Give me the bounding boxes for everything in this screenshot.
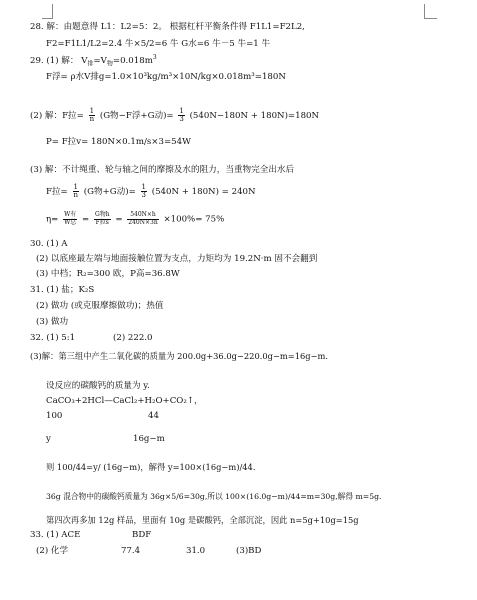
q29-p2-text: (2) 解：F拉=	[30, 111, 84, 121]
page-corner-mark-left	[42, 4, 53, 19]
fraction: $\frac{\text{G物h}}{\text{F拉s}}$	[94, 211, 110, 226]
q32-equation-line: CaCO₃+2HCl—CaCl₂+H₂O+CO₂↑，	[46, 396, 203, 406]
q32-ratio-right-2: 16g−m	[133, 434, 165, 444]
q31-line-1: 31. (1) 盐；K₂S	[30, 285, 95, 295]
q32-solve-line: 则 100/44=y/ (16g−m)，解得 y=100×(16g−m)/44.	[46, 462, 256, 472]
q32-ratio-left: 100	[46, 411, 63, 421]
q33-value-1: 77.4	[121, 546, 141, 556]
fraction: $\frac{1}{3}$	[179, 107, 184, 123]
q33-part1b: BDF	[132, 530, 152, 540]
q32-part2: (2) 222.0	[113, 333, 153, 343]
q31-line-3: (3) 做功	[36, 317, 69, 327]
q29-text: 29. (1) 解： V	[30, 56, 88, 66]
q29-buoyancy-line: F浮= ρ水V排g=1.0×10³kg/m³×10N/kg×0.018m³=180N	[46, 72, 286, 82]
q30-line-2: (2) 以底座最左端与地面接触位置为支点，力矩均为 19.2N·m 固不会翻到	[36, 254, 318, 264]
fraction: $\frac{1}{n}$	[89, 107, 95, 123]
fraction: $\frac{\text{W有}}{\text{W总}}$	[64, 211, 77, 226]
q33-value-2: 31.0	[186, 546, 206, 556]
q30-line-3: (3) 中档；R₂=300 欧，P高=36.8W	[36, 269, 180, 279]
fraction: $\frac{1}{n}$	[73, 183, 79, 199]
q29-text: =V	[93, 56, 107, 66]
q29-part1-line	[30, 56, 157, 67]
q32-fourth-line: 第四次再多加 12g 样品，里面有 10g 是碳酸钙，全部沉淀，因此 n=5g+10g=15g	[46, 515, 359, 525]
fraction: $\frac{540N\times h}{240N\times 3h}$	[128, 211, 158, 226]
q33-part1: 33. (1) ACE	[30, 530, 81, 540]
q29-p2-text: (G物−F浮+G动)=	[99, 111, 174, 121]
q29-efficiency-line: η= $\frac{\text{W有}}{\text{W总}}$ = $\frac{\text{G物h}}{\text{F拉s}}$ = $\frac{540N\times h}{240N\times 3h}$ ×100%= 75%	[46, 211, 225, 226]
q32-mass-line: 36g 混合物中的碳酸钙质量为 36g×5/6=30g,所以 100×(16.0g−m)/44=m=30g,解得 m=5g.	[46, 492, 382, 501]
q29-text: =0.018m	[112, 56, 153, 66]
page-corner-mark-right	[424, 4, 437, 19]
q29-sub: 排	[87, 60, 94, 68]
q29-pull-force-line: F拉= $\frac{1}{n}$ (G物+G动)= $\frac{1}{3}$ (540N + 180N) = 240N	[46, 183, 256, 199]
q32-ratio-left-2: y	[46, 434, 51, 444]
q33-part3: (3)BD	[236, 546, 262, 556]
q32-assume-line: 设反应的碳酸钙的质量为 y.	[46, 381, 150, 391]
q33-part2: (2) 化学	[36, 546, 69, 556]
q28-line-2: F2=F1L1/L2=2.4 牛×5/2=6 牛 G水=6 牛－5 牛=1 牛	[46, 39, 271, 49]
q29-sub: 物	[106, 60, 113, 68]
q29-part3-line: (3) 解：不计绳重、轮与轴之间的摩擦及水的阻力，当重物完全出水后	[30, 165, 295, 175]
q31-line-2: (2) 做功 (或克服摩擦做功)；热值	[36, 301, 164, 311]
q29-sup: 3	[152, 54, 157, 62]
fraction: $\frac{1}{3}$	[141, 183, 146, 199]
q30-line-1: 30. (1) A	[30, 239, 68, 249]
q29-part2-line	[30, 108, 319, 123]
q32-part1: 32. (1) 5:1	[30, 333, 76, 343]
q29-power-line: P= F拉v= 180N×0.1m/s×3=54W	[46, 137, 191, 147]
q32-part3-line: (3)解：第三组中产生二氧化碳的质量为 200.0g+36.0g−220.0g−m=16g−m.	[30, 351, 329, 361]
q32-ratio-right: 44	[148, 411, 159, 421]
q28-line-1: 28. 解：由题意得 L1：L2=5：2。 根据杠杆平衡条件得 F1L1=F2L2,	[30, 22, 305, 32]
q29-p2-text: (540N−180N + 180N)=180N	[189, 111, 320, 121]
